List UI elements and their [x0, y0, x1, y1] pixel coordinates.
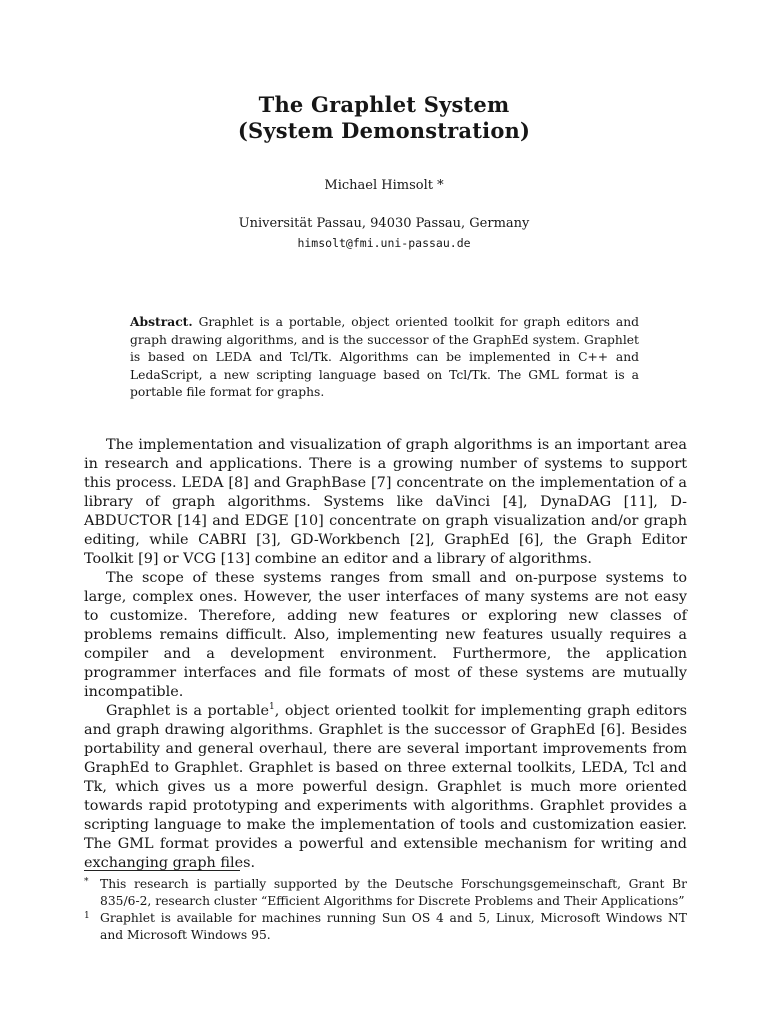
footnote-star	[84, 876, 687, 910]
footnote-1	[84, 910, 687, 944]
author-email: himsolt@fmi.uni-passau.de	[297, 236, 471, 250]
paragraph-3-start: Graphlet is a portable	[106, 703, 269, 719]
footnote-1-mark: 1	[84, 911, 90, 921]
abstract-label: Abstract.	[130, 314, 193, 329]
body-text	[84, 436, 687, 873]
body-paragraph-1: The implementation and visualization of graph algorithms is an important area in research and applications. There is a growing number of systems to support this process. LEDA [8] and GraphBase [7] concentrate on the implementation of a library of graph algorithms. Systems like daVinci [4], DynaDAG [11], D-ABDUCTOR [14] and EDGE [10] concentrate on graph visualization and/or graph editing, while CABRI [3], GD-Workbench [2], GraphEd [6], the Graph Editor Toolkit [9] or VCG [13] combine an editor and a library of algorithms.	[84, 437, 687, 567]
paragraph-3-rest: , object oriented toolkit for implementing graph editors and graph drawing algorithms. Graphlet is the successor of GraphEd [6]. Besides portability and general overhaul, there are several important improvements from GraphEd to Graphlet. Graphlet is based on three external toolkits, LEDA, Tcl and Tk, which gives us a more powerful design. Graphlet is much more oriented towards rapid prototyping and experiments with algorithms. Graphlet provides a scripting language to make the implementation of tools and customization easier. The GML format provides a powerful and extensible mechanism for writing and exchanging graph files.	[84, 703, 687, 871]
paper-title-line1: The Graphlet System	[258, 92, 510, 117]
footnote-ref-1: 1	[268, 702, 275, 713]
abstract-block	[130, 313, 639, 402]
abstract-text: Graphlet is a portable, object oriented toolkit for graph editors and graph drawing algorithms, and is the successor of the GraphEd system. Graphlet is based on LEDA and Tcl/Tk. Algorithms can be implemented in C++ and LedaScript, a new scripting language based on Tcl/Tk. The GML format is a portable file format for graphs.	[130, 315, 639, 400]
footnote-divider	[84, 870, 240, 871]
body-paragraph-3	[84, 702, 687, 873]
author-name: Michael Himsolt *	[324, 178, 444, 193]
footnote-star-mark: *	[84, 877, 89, 887]
footnote-star-text: This research is partially supported by the Deutsche Forschungsgemeinschaft, Grant Br 835/6-2, research cluster “Efficient Algorithms for Discrete Problems and Their Applications”	[100, 877, 687, 908]
body-paragraph-2: The scope of these systems ranges from small and on-purpose systems to large, complex ones. However, the user interfaces of many systems are not easy to customize. Therefore, adding new features or exploring new classes of problems remains difficult. Also, implementing new features usually requires a compiler and a development environment. Furthermore, the application programmer interfaces and file formats of most of these systems are mutually incompatible.	[84, 570, 687, 700]
paper-title-line2: (System Demonstration)	[237, 118, 531, 143]
author-affiliation: Universität Passau, 94030 Passau, Germany	[238, 216, 530, 231]
footnote-1-text: Graphlet is available for machines running Sun OS 4 and 5, Linux, Microsoft Windows NT and Microsoft Windows 95.	[100, 911, 687, 942]
footnotes	[84, 876, 687, 944]
